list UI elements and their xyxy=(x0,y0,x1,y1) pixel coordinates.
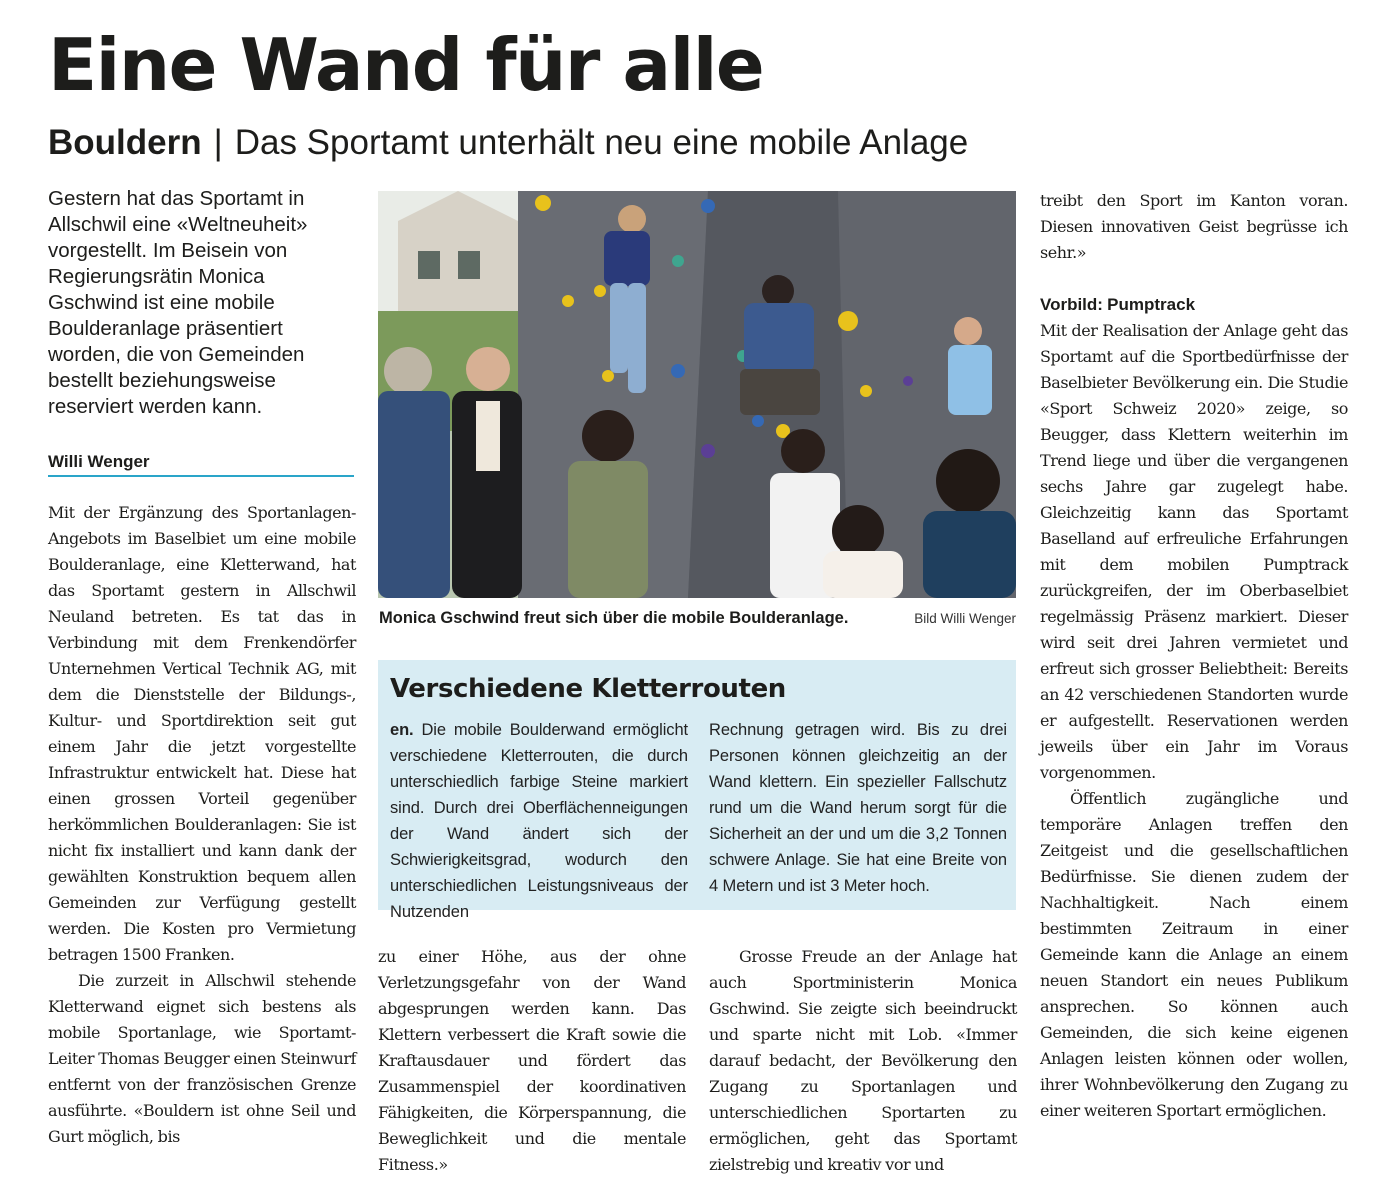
infobox-author-tag: en. xyxy=(390,721,414,739)
infobox xyxy=(378,660,1016,921)
lead-paragraph: Gestern hat das Sportamt in Allschwil eine «Weltneuheit» vorgestellt. Im Beisein von Regierungsrätin Monica Gschwind ist eine mobile Boulderanlage präsentiert worden, die von Gemeinden bestellt beziehungsweise reserviert werden kann. xyxy=(48,187,308,418)
infobox-right-text: Rechnung getragen wird. Bis zu drei Personen können gleichzeitig an der Wand klettern. Ein spezieller Fallschutz rund um die Wand herum sorgt für die Sicherheit an der und um die 3,2 Tonnen schwere Anlage. Sie hat eine Breite von 4 Metern und ist 3 Meter hoch. xyxy=(709,721,1007,895)
section-heading: Vorbild: Pumptrack xyxy=(1040,295,1196,314)
headline: Eine Wand für alle xyxy=(48,23,764,107)
body-paragraph: Mit der Ergänzung des Sportanlagen-Angebots im Baselbiet um eine mobile Boulderanlage, eine Kletterwand, hat das Sportamt gestern in Allschwil Neuland betreten. Es tat das in Verbindung mit dem Frenkendörfer Unternehmen Vertical Technik AG, mit dem die Dienststelle der Bildungs-, Kultur- und Sportdirektion seit gut einem Jahr die jetzt vorgestellte Infrastruktur entwickelt hat. Diese hat einen grossen Vorteil gegenüber herkömmlichen Boulderanlagen: Sie ist nicht fix installiert und kann dank der gewählten Konstruktion bequem allen Gemeinden zur Verfügung gestellt werden. Die Kosten pro Vermietung betragen 1500 Franken. xyxy=(48,503,356,964)
infobox-column-left xyxy=(390,717,688,925)
article-column-4 xyxy=(1040,188,1348,1124)
kicker-separator: | xyxy=(213,123,223,162)
infobox-title: Verschiedene Kletterrouten xyxy=(390,674,786,704)
photo-caption-row xyxy=(378,606,1016,630)
subheadline: Das Sportamt unterhält neu eine mobile Anlage xyxy=(234,123,969,162)
infobox-left-text: Die mobile Boulderwand ermöglicht verschiedene Kletterrouten, die durch unterschiedlich farbige Steine markiert sind. Durch drei Oberflächenneigungen der Wand ändert sich der Schwierigkeitsgrad, wodurch den unterschiedlichen Leistungsniveaus der Nutzenden xyxy=(390,721,689,921)
infobox-column-right xyxy=(709,717,1007,899)
body-paragraph: zu einer Höhe, aus der ohne Verletzungsgefahr von der Wand abgesprungen werden kann. Das Klettern verbessert die Kraft sowie die Kraftausdauer und fördert das Zusammenspiel der koordinativen Fähigkeiten, die Körperspannung, die Beweglichkeit und die mentale Fitness.» xyxy=(378,947,686,1174)
article-photo xyxy=(378,191,1016,598)
author-byline: Willi Wenger xyxy=(48,450,354,477)
body-paragraph: treibt den Sport im Kanton voran. Diesen innovativen Geist begrüsse ich sehr.» xyxy=(1040,191,1348,262)
photo-caption: Monica Gschwind freut sich über die mobile Boulderanlage. xyxy=(379,609,849,627)
article-column-3 xyxy=(709,944,1017,1178)
body-paragraph: Öffentlich zugängliche und temporäre Anlagen treffen den Zeitgeist und die gesellschaftlichen Bedürfnisse. Sie dienen zudem der Nachhaltigkeit. Nach einem bestimmten Zeitraum in einer Gemeinde kann die Anlage an einem neuen Standort ein neues Publikum ansprechen. So können auch Gemeinden, die sich keine eigenen Anlagen leisten können oder wollen, ihrer Wohnbevölkerung den Zugang zu einer weiteren Sportart ermöglichen. xyxy=(1040,789,1348,1120)
photo-credit: Bild Willi Wenger xyxy=(914,611,1016,626)
boulder-wall-photo-illustration xyxy=(378,191,1016,598)
body-paragraph: Mit der Realisation der Anlage geht das Sportamt auf die Sportbedürfnisse der Baselbieter Bevölkerung ein. Die Studie «Sport Schweiz 2020» zeige, so Beugger, dass Klettern weiterhin im Trend liege und über die vergangenen sechs Jahre gar zugelegt habe. Gleichzeitig kann das Sportamt Baselland auf erfreuliche Erfahrungen mit dem mobilen Pumptrack zurückgreifen, der im Oberbaselbiet regelmässig Präsenz markiert. Dieser wird seit drei Jahren vermietet und erfreut sich grosser Beliebtheit: Bereits an 42 verschiedenen Standorten wurde er aufgestellt. Reservationen werden jeweils über ein Jahr im Voraus vorgenommen. xyxy=(1040,321,1348,782)
article-column-1 xyxy=(48,500,356,1150)
article-column-2 xyxy=(378,944,686,1178)
kicker: Bouldern xyxy=(48,123,202,162)
body-paragraph: Grosse Freude an der Anlage hat auch Sportministerin Monica Gschwind. Sie zeigte sich beeindruckt und sparte nicht mit Lob. «Immer darauf bedacht, der Bevölkerung den Zugang zu Sportanlagen und unterschiedlichen Sportarten zu ermöglichen, geht das Sportamt zielstrebig und kreativ vor und xyxy=(709,947,1017,1174)
body-paragraph: Die zurzeit in Allschwil stehende Kletterwand eignet sich bestens als mobile Sportanlage, wie Sportamt-Leiter Thomas Beugger einen Steinwurf entfernt von der französischen Grenze ausführte. «Bouldern ist ohne Seil und Gurt möglich, bis xyxy=(48,971,356,1146)
subheadline-row xyxy=(48,120,968,166)
